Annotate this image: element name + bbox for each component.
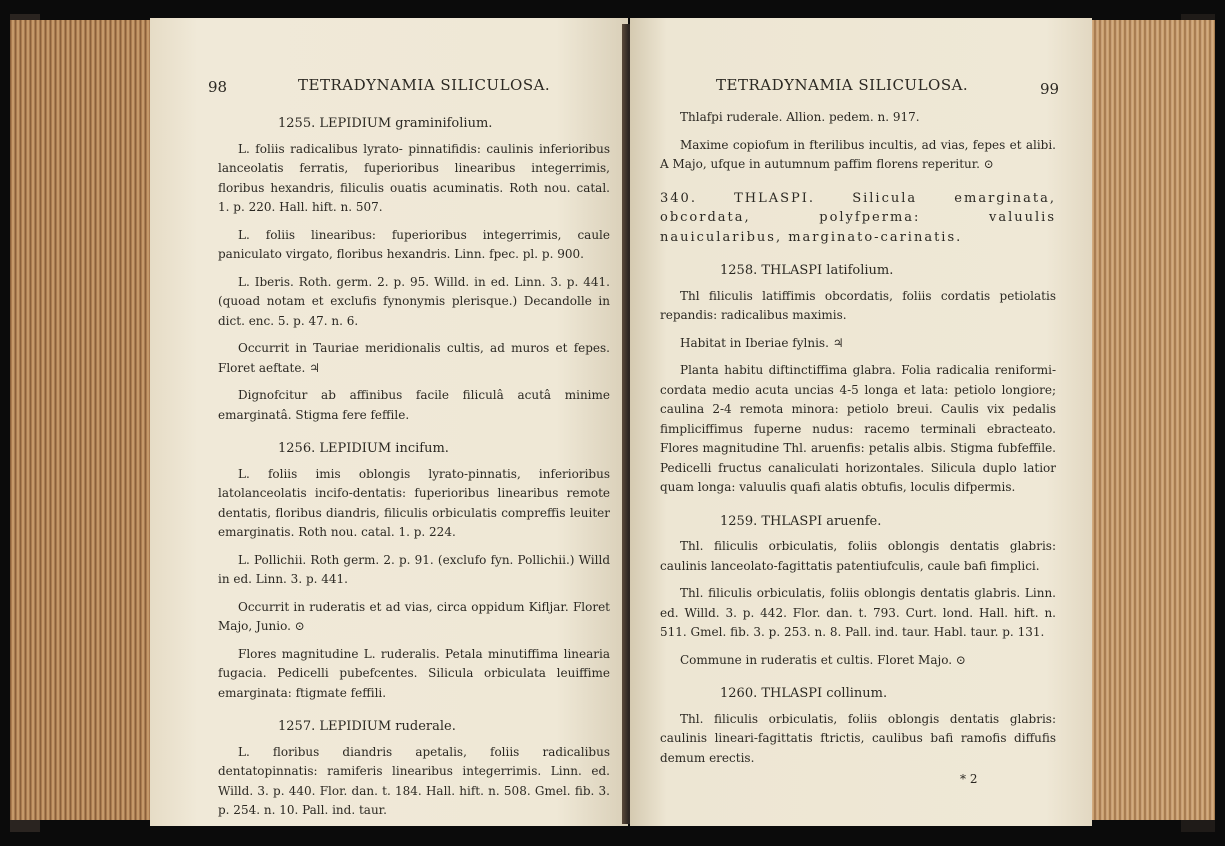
page-edges-left	[10, 20, 155, 820]
paragraph: Dignofcitur ab affinibus facile filiculâ acutâ minime emarginatâ. Stigma fere feffile.	[218, 388, 610, 422]
left-page	[150, 18, 628, 826]
paragraph: Thlafpi ruderale. Allion. pedem. n. 917.	[680, 110, 920, 124]
paragraph: Maxime copiofum in fterilibus incultis, ad vias, fepes et alibi. A Majo, ufque in autumnum paffim florens reperitur. ⊙	[660, 137, 1056, 171]
paragraph: Thl. filiculis orbiculatis, foliis oblongis dentatis glabris. Linn. ed. Willd. 3. p. 442. Flor. dan. t. 793. Curt. lond. Hall. hift. n. 511. Gmel. fib. 3. p. 253. n. 8. Pall. ind. taur. Habl. taur. p. 131.	[660, 586, 1056, 639]
signature-mark: * 2	[960, 772, 978, 786]
paragraph: L. Iberis. Roth. germ. 2. p. 95. Willd. in ed. Linn. 3. p. 441. (quoad notam et exclufis fynonymis plerisque.) Decandolle in dict. enc. 5. p. 47. n. 6.	[218, 274, 610, 328]
open-book	[10, 14, 1215, 832]
paragraph: Commune in ruderatis et cultis. Floret Majo. ⊙	[680, 652, 966, 667]
right-page	[630, 18, 1092, 826]
paragraph: Flores magnitudine L. ruderalis. Petala minutiffima linearia fugacia. Pedicelli pubefcentes. Silicula orbiculata leuiffime emarginata: ftigmate feffili.	[218, 646, 610, 700]
species-heading: 1259. THLASPI aruenfe.	[720, 513, 882, 529]
genus-description: 340. THLASPI. Silicula emarginata, obcordata, polyfperma: valuulis nauicularibus, marginato-carinatis.	[660, 190, 1056, 245]
paragraph: L. floribus diandris apetalis, foliis radicalibus dentatopinnatis: ramiferis linearibus integerrimis. Linn. ed. Willd. 3. p. 440. Flor. dan. t. 184. Hall. hift. n. 508. Gmel. fib. 3. p. 254. n. 10. Pall. ind. taur.	[218, 744, 610, 817]
paragraph: L. foliis imis oblongis lyrato-pinnatis, inferioribus latolanceolatis incifo-dentatis: fuperioribus linearibus remote dentatis, floribus diandris, filiculis orbiculatis compreffis leuiter emarginatis. Roth nou. catal. 1. p. 224.	[218, 466, 610, 539]
paragraph: Planta habitu diftinctiffima glabra. Folia radicalia reniformi-cordata medio acuta uncias 4-5 longa et lata: petiolo longiore; caulina 2-4 remota minora: petiolo breui. Caulis vix pedalis fimpliciffimus fuperne nudus: racemo terminali ebracteato. Flores magnitudine Thl. aruenfis: petalis albis. Stigma fubfeffile. Pedicelli fructus canaliculati horizontales. Silicula duplo latior quam longa: valuulis quafi alatis obtufis, loculis difpermis.	[660, 363, 1056, 494]
species-heading: 1256. LEPIDIUM incifum.	[278, 441, 449, 456]
paragraph: Habitat in Iberiae fylnis. ♃	[680, 335, 844, 350]
right-running-head: TETRADYNAMIA SILICULOSA.	[716, 76, 969, 94]
paragraph: Occurrit in ruderatis et ad vias, circa oppidum Kifljar. Floret Majo, Junio. ⊙	[218, 599, 610, 633]
left-body-text	[218, 110, 610, 821]
paragraph: L. foliis linearibus: fuperioribus integerrimis, caule paniculato virgato, floribus hexandris. Linn. fpec. pl. p. 900.	[218, 227, 610, 261]
left-page-number: 98	[208, 78, 228, 96]
paragraph: L. Pollichii. Roth germ. 2. p. 91. (exclufo fyn. Pollichii.) Willd in ed. Linn. 3. p. 441.	[218, 552, 610, 586]
page-edges-right	[1075, 20, 1215, 820]
right-body-text	[660, 108, 1056, 768]
species-heading: 1260. THLASPI collinum.	[720, 686, 888, 701]
species-heading: 1258. THLASPI latifolium.	[720, 263, 894, 278]
paragraph: L. foliis radicalibus lyrato- pinnatifidis: caulinis inferioribus lanceolatis ferratis, fuperioribus linearibus integerrimis, floribus hexandris, filiculis ouatis acuminatis. Roth nou. catal. 1. p. 220. Hall. hift. n. 507.	[218, 141, 610, 214]
species-heading: 1255. LEPIDIUM graminifolium.	[278, 116, 493, 131]
species-heading: 1257. LEPIDIUM ruderale.	[278, 719, 456, 734]
left-running-head: TETRADYNAMIA SILICULOSA.	[298, 76, 551, 94]
paragraph: Occurrit in Tauriae meridionalis cultis, ad muros et fepes. Floret aeftate. ♃	[218, 341, 610, 375]
paragraph: Thl. filiculis orbiculatis, foliis oblongis dentatis glabris: caulinis lineari-fagittatis ftrictis, caulibus bafi ramofis diffufis demum erectis.	[660, 711, 1056, 765]
right-page-number: 99	[1040, 80, 1060, 98]
paragraph: Thl. filiculis orbiculatis, foliis oblongis dentatis glabris: caulinis lanceolato-fagittatis patentiufculis, caule bafi fimplici.	[660, 539, 1056, 573]
paragraph: Thl filiculis latiffimis obcordatis, foliis cordatis petiolatis repandis: radicalibus maximis.	[660, 288, 1056, 322]
